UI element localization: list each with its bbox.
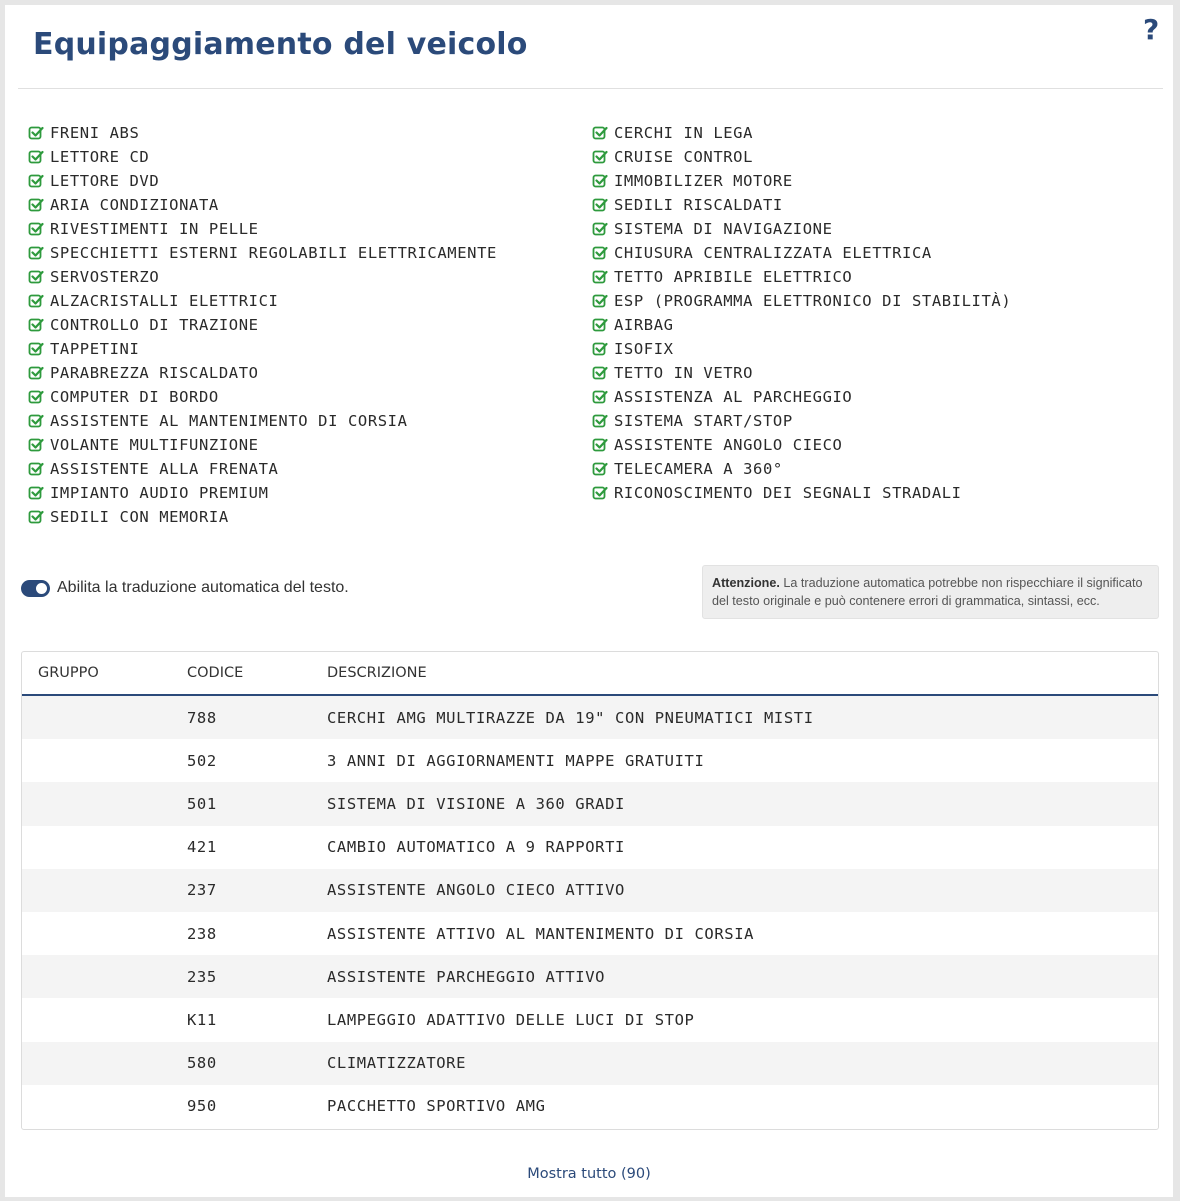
auto-translate-toggle-row[interactable]	[21, 579, 349, 597]
cell-code: 237	[187, 881, 217, 900]
feature-item	[592, 217, 1152, 241]
check-square-icon	[592, 341, 608, 357]
check-square-icon	[592, 125, 608, 141]
feature-label: LETTORE CD	[50, 148, 150, 166]
feature-label: IMMOBILIZER MOTORE	[614, 172, 793, 190]
cell-description: SISTEMA DI VISIONE A 360 GRADI	[327, 794, 625, 813]
cell-code: K11	[187, 1010, 217, 1029]
divider	[18, 88, 1163, 89]
check-square-icon	[28, 269, 44, 285]
feature-item	[28, 409, 588, 433]
table-body	[22, 696, 1158, 1128]
check-square-icon	[28, 245, 44, 261]
feature-label: LETTORE DVD	[50, 172, 160, 190]
check-square-icon	[592, 461, 608, 477]
table-row	[22, 1085, 1158, 1128]
cell-code: 421	[187, 838, 217, 857]
check-square-icon	[592, 437, 608, 453]
check-square-icon	[28, 197, 44, 213]
check-square-icon	[592, 173, 608, 189]
feature-item	[28, 241, 588, 265]
table-row	[22, 912, 1158, 955]
feature-label: TETTO APRIBILE ELETTRICO	[614, 268, 853, 286]
feature-item	[28, 433, 588, 457]
feature-item	[28, 217, 588, 241]
feature-label: CHIUSURA CENTRALIZZATA ELETTRICA	[614, 244, 932, 262]
cell-code: 788	[187, 708, 217, 727]
feature-item	[28, 457, 588, 481]
feature-item	[28, 145, 588, 169]
feature-label: ASSISTENTE AL MANTENIMENTO DI CORSIA	[50, 412, 408, 430]
feature-label: CRUISE CONTROL	[614, 148, 754, 166]
feature-item	[592, 121, 1152, 145]
feature-item	[592, 361, 1152, 385]
table-header	[22, 652, 1158, 696]
check-square-icon	[28, 125, 44, 141]
cell-description: CERCHI AMG MULTIRAZZE DA 19" CON PNEUMATICI MISTI	[327, 708, 814, 727]
feature-label: ASSISTENTE ALLA FRENATA	[50, 460, 279, 478]
feature-label: CONTROLLO DI TRAZIONE	[50, 316, 259, 334]
feature-item	[592, 409, 1152, 433]
cell-code: 235	[187, 967, 217, 986]
check-square-icon	[592, 269, 608, 285]
cell-code: 502	[187, 751, 217, 770]
feature-label: ASSISTENTE ANGOLO CIECO	[614, 436, 843, 454]
check-square-icon	[592, 221, 608, 237]
feature-item	[28, 169, 588, 193]
page-title: Equipaggiamento del veicolo	[33, 27, 528, 62]
feature-label: ISOFIX	[614, 340, 674, 358]
feature-item	[28, 289, 588, 313]
auto-translate-toggle[interactable]	[21, 580, 50, 597]
feature-item	[592, 193, 1152, 217]
feature-label: PARABREZZA RISCALDATO	[50, 364, 259, 382]
table-row	[22, 696, 1158, 739]
cell-description: ASSISTENTE ANGOLO CIECO ATTIVO	[327, 881, 625, 900]
feature-label: AIRBAG	[614, 316, 674, 334]
feature-item	[28, 337, 588, 361]
table-row	[22, 998, 1158, 1041]
feature-label: FRENI ABS	[50, 124, 140, 142]
feature-label: SPECCHIETTI ESTERNI REGOLABILI ELETTRICAMENTE	[50, 244, 497, 262]
feature-label: TETTO IN VETRO	[614, 364, 754, 382]
feature-label: IMPIANTO AUDIO PREMIUM	[50, 484, 269, 502]
header-description[interactable]: DESCRIZIONE	[327, 665, 427, 681]
feature-item	[28, 313, 588, 337]
features-column-1	[28, 121, 588, 529]
check-square-icon	[592, 197, 608, 213]
check-square-icon	[28, 341, 44, 357]
header-code[interactable]: CODICE	[187, 665, 244, 681]
table-row	[22, 782, 1158, 825]
cell-description: 3 ANNI DI AGGIORNAMENTI MAPPE GRATUITI	[327, 751, 705, 770]
feature-label: TAPPETINI	[50, 340, 140, 358]
equipment-card	[5, 5, 1173, 1197]
check-square-icon	[28, 437, 44, 453]
check-square-icon	[592, 365, 608, 381]
options-table	[21, 651, 1159, 1130]
features-column-2	[592, 121, 1152, 505]
table-row	[22, 955, 1158, 998]
feature-item	[592, 169, 1152, 193]
header-group[interactable]: GRUPPO	[38, 665, 99, 681]
feature-label: ARIA CONDIZIONATA	[50, 196, 219, 214]
feature-label: SISTEMA START/STOP	[614, 412, 793, 430]
feature-label: COMPUTER DI BORDO	[50, 388, 219, 406]
auto-translate-label: Abilita la traduzione automatica del testo.	[57, 579, 349, 596]
feature-item	[592, 265, 1152, 289]
check-square-icon	[28, 173, 44, 189]
check-square-icon	[592, 485, 608, 501]
help-icon[interactable]: ?	[1143, 13, 1160, 46]
table-row	[22, 869, 1158, 912]
feature-item	[592, 433, 1152, 457]
table-row	[22, 1042, 1158, 1085]
warning-title: Attenzione.	[712, 576, 780, 590]
feature-item	[28, 361, 588, 385]
feature-label: SERVOSTERZO	[50, 268, 160, 286]
cell-code: 580	[187, 1054, 217, 1073]
check-square-icon	[592, 293, 608, 309]
check-square-icon	[28, 293, 44, 309]
feature-item	[592, 385, 1152, 409]
check-square-icon	[592, 389, 608, 405]
feature-item	[592, 241, 1152, 265]
feature-item	[28, 505, 588, 529]
check-square-icon	[592, 413, 608, 429]
check-square-icon	[28, 509, 44, 525]
translation-warning	[702, 565, 1159, 619]
feature-item	[592, 313, 1152, 337]
check-square-icon	[592, 149, 608, 165]
feature-item	[592, 457, 1152, 481]
cell-description: LAMPEGGIO ADATTIVO DELLE LUCI DI STOP	[327, 1010, 695, 1029]
feature-label: VOLANTE MULTIFUNZIONE	[50, 436, 259, 454]
feature-item	[28, 193, 588, 217]
feature-item	[28, 121, 588, 145]
feature-item	[592, 145, 1152, 169]
table-row	[22, 826, 1158, 869]
feature-label: RICONOSCIMENTO DEI SEGNALI STRADALI	[614, 484, 962, 502]
feature-label: RIVESTIMENTI IN PELLE	[50, 220, 259, 238]
feature-item	[28, 481, 588, 505]
table-row	[22, 739, 1158, 782]
check-square-icon	[28, 461, 44, 477]
toggle-knob	[36, 583, 47, 594]
feature-item	[592, 481, 1152, 505]
check-square-icon	[28, 413, 44, 429]
cell-description: ASSISTENTE ATTIVO AL MANTENIMENTO DI CORSIA	[327, 924, 755, 943]
feature-label: ALZACRISTALLI ELETTRICI	[50, 292, 279, 310]
check-square-icon	[28, 221, 44, 237]
cell-description: ASSISTENTE PARCHEGGIO ATTIVO	[327, 967, 606, 986]
check-square-icon	[28, 149, 44, 165]
show-all-link[interactable]: Mostra tutto (90)	[527, 1166, 651, 1182]
feature-item	[592, 337, 1152, 361]
feature-label: SEDILI RISCALDATI	[614, 196, 783, 214]
cell-description: PACCHETTO SPORTIVO AMG	[327, 1097, 546, 1116]
check-square-icon	[28, 365, 44, 381]
check-square-icon	[592, 317, 608, 333]
check-square-icon	[28, 317, 44, 333]
check-square-icon	[28, 389, 44, 405]
warning-text: La traduzione automatica potrebbe non rispecchiare il significato del testo originale e può contenere errori di grammatica, sintassi, ecc.	[712, 576, 1143, 608]
feature-label: TELECAMERA A 360°	[614, 460, 783, 478]
cell-code: 238	[187, 924, 217, 943]
feature-item	[592, 289, 1152, 313]
cell-code: 501	[187, 794, 217, 813]
cell-description: CAMBIO AUTOMATICO A 9 RAPPORTI	[327, 838, 625, 857]
check-square-icon	[592, 245, 608, 261]
feature-item	[28, 265, 588, 289]
feature-label: SISTEMA DI NAVIGAZIONE	[614, 220, 833, 238]
feature-label: ESP (PROGRAMMA ELETTRONICO DI STABILITÀ)	[614, 292, 1012, 310]
cell-description: CLIMATIZZATORE	[327, 1054, 467, 1073]
feature-label: ASSISTENZA AL PARCHEGGIO	[614, 388, 853, 406]
feature-label: CERCHI IN LEGA	[614, 124, 754, 142]
feature-label: SEDILI CON MEMORIA	[50, 508, 229, 526]
cell-code: 950	[187, 1097, 217, 1116]
check-square-icon	[28, 485, 44, 501]
feature-item	[28, 385, 588, 409]
